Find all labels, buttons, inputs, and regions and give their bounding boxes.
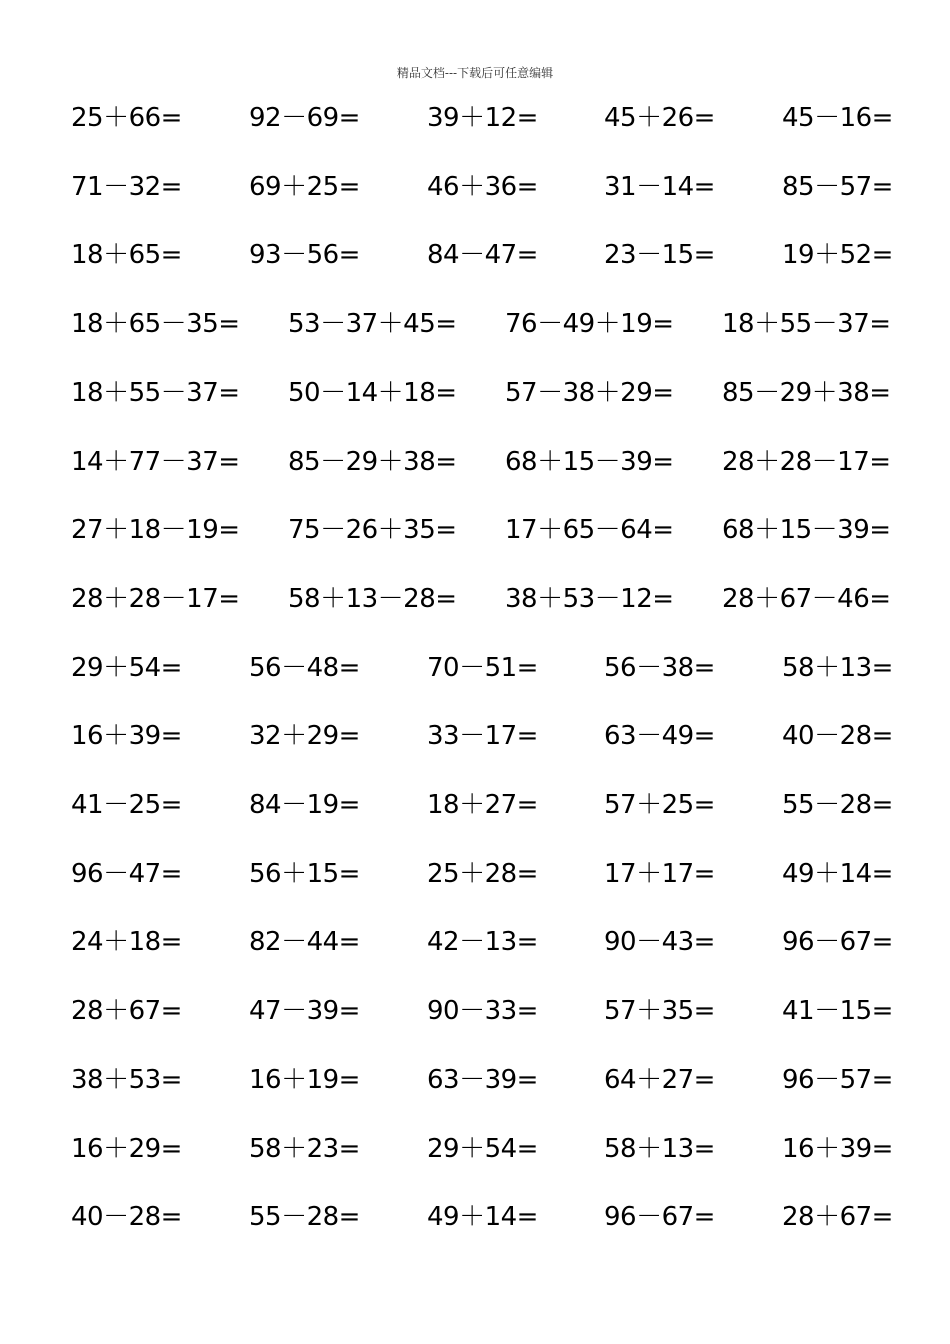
math-problem: 38＋53=	[71, 1064, 182, 1095]
math-problem: 14＋77－37=	[71, 446, 240, 477]
math-problem: 29＋54=	[71, 652, 182, 683]
math-problem: 71－32=	[71, 171, 182, 202]
math-problem: 58＋13=	[782, 652, 893, 683]
math-problem: 49＋14=	[782, 858, 893, 889]
math-problem: 42－13=	[427, 927, 538, 958]
math-problem: 53－37＋45=	[288, 309, 457, 340]
math-problem: 40－28=	[782, 721, 893, 752]
math-problem: 84－19=	[249, 790, 360, 820]
problem-row	[0, 785, 950, 825]
math-problem: 17＋65－64=	[505, 515, 674, 546]
math-problem: 17＋17=	[604, 858, 715, 889]
problem-row	[0, 167, 950, 207]
math-problem: 56＋15=	[249, 858, 360, 889]
math-problem: 46＋36=	[427, 171, 538, 202]
math-problem: 16＋19=	[249, 1064, 360, 1095]
math-problem: 28＋28－17=	[71, 583, 240, 614]
problem-row	[0, 1197, 950, 1237]
math-problem: 45－16=	[782, 103, 893, 133]
math-problem: 56－38=	[604, 652, 715, 683]
math-problem: 41－15=	[782, 996, 893, 1027]
math-problem: 50－14＋18=	[288, 377, 457, 408]
math-problem: 18＋65=	[71, 240, 182, 271]
math-problem: 28＋28－17=	[722, 446, 891, 477]
math-problem: 75－26＋35=	[288, 515, 457, 546]
math-problem: 18＋55－37=	[722, 309, 891, 340]
math-problem: 28＋67－46=	[722, 583, 891, 614]
math-problem: 25＋28=	[427, 858, 538, 889]
math-problem: 58＋13=	[604, 1133, 715, 1164]
problem-row	[0, 716, 950, 756]
math-problem: 96－47=	[71, 858, 182, 889]
math-problem: 57＋25=	[604, 790, 715, 820]
problem-row	[0, 579, 950, 619]
math-problem: 90－33=	[427, 996, 538, 1027]
math-problem: 92－69=	[249, 103, 360, 133]
math-problem: 63－39=	[427, 1064, 538, 1095]
math-problem: 82－44=	[249, 927, 360, 958]
math-problem: 70－51=	[427, 652, 538, 683]
problem-row	[0, 373, 950, 413]
problem-row	[0, 304, 950, 344]
math-problem: 68＋15－39=	[505, 446, 674, 477]
math-problem: 49＋14=	[427, 1202, 538, 1233]
problem-row	[0, 1060, 950, 1100]
math-problem: 28＋67=	[71, 996, 182, 1027]
math-problem: 16＋39=	[71, 721, 182, 752]
math-problem: 39＋12=	[427, 103, 538, 133]
math-problem: 56－48=	[249, 652, 360, 683]
math-problem: 33－17=	[427, 721, 538, 752]
math-problem: 58＋23=	[249, 1133, 360, 1164]
math-problem: 18＋65－35=	[71, 309, 240, 340]
math-problem: 68＋15－39=	[722, 515, 891, 546]
math-problem: 25＋66=	[71, 103, 182, 133]
math-problem: 96－67=	[604, 1202, 715, 1233]
math-problem: 45＋26=	[604, 103, 715, 133]
math-problem: 63－49=	[604, 721, 715, 752]
math-problem: 58＋13－28=	[288, 583, 457, 614]
math-problem: 90－43=	[604, 927, 715, 958]
math-problem: 16＋39=	[782, 1133, 893, 1164]
math-problem: 57－38＋29=	[505, 377, 674, 408]
math-problem: 55－28=	[782, 790, 893, 820]
problem-row	[0, 922, 950, 962]
math-problem: 96－57=	[782, 1064, 893, 1095]
math-problem: 41－25=	[71, 790, 182, 820]
math-problem: 29＋54=	[427, 1133, 538, 1164]
math-problem: 69＋25=	[249, 171, 360, 202]
math-problem: 55－28=	[249, 1202, 360, 1233]
problem-row	[0, 235, 950, 275]
math-problem: 64＋27=	[604, 1064, 715, 1095]
math-problem: 85－57=	[782, 171, 893, 202]
problem-row	[0, 510, 950, 550]
math-problem: 23－15=	[604, 240, 715, 271]
math-problem: 76－49＋19=	[505, 309, 674, 340]
math-problem: 16＋29=	[71, 1133, 182, 1164]
math-problem: 31－14=	[604, 171, 715, 202]
math-problem: 84－47=	[427, 240, 538, 271]
math-problem: 18＋55－37=	[71, 377, 240, 408]
math-problem: 24＋18=	[71, 927, 182, 958]
math-problem: 38＋53－12=	[505, 583, 674, 614]
math-problem: 27＋18－19=	[71, 515, 240, 546]
math-problem: 96－67=	[782, 927, 893, 958]
problem-row	[0, 1129, 950, 1169]
problem-row	[0, 648, 950, 688]
problem-row	[0, 442, 950, 482]
math-problem: 40－28=	[71, 1202, 182, 1233]
math-problem: 57＋35=	[604, 996, 715, 1027]
problem-row	[0, 854, 950, 894]
math-problem: 19＋52=	[782, 240, 893, 271]
math-problem: 93－56=	[249, 240, 360, 271]
math-problem: 85－29＋38=	[722, 377, 891, 408]
math-problem: 47－39=	[249, 996, 360, 1027]
math-problem: 18＋27=	[427, 790, 538, 820]
problem-row	[0, 991, 950, 1031]
page-header: 精品文档---下载后可任意编辑	[396, 66, 554, 80]
problem-row	[0, 98, 950, 138]
math-problem: 32＋29=	[249, 721, 360, 752]
math-problem: 85－29＋38=	[288, 446, 457, 477]
math-problem: 28＋67=	[782, 1202, 893, 1233]
